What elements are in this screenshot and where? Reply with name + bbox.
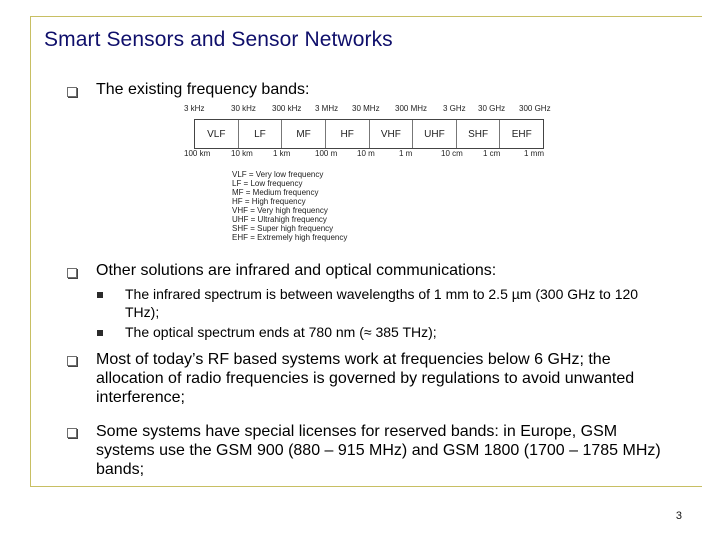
wavelength-label: 1 m <box>399 149 413 158</box>
frequency-label: 30 GHz <box>478 104 506 113</box>
bullet-text-1: The existing frequency bands: <box>96 81 310 98</box>
band-ehf: EHF <box>511 128 532 140</box>
frequency-label: 3 GHz <box>443 104 466 113</box>
frequency-label: 300 MHz <box>395 104 428 113</box>
frequency-label: 3 MHz <box>315 104 339 113</box>
legend-item: MF = Medium frequency <box>232 188 319 197</box>
band-vhf: VHF <box>370 120 414 148</box>
frequency-label: 3 kHz <box>184 104 205 113</box>
sub-bullet-text-2: The optical spectrum ends at 780 nm (≈ 385 THz); <box>125 324 437 340</box>
legend-item: UHF = Ultrahigh frequency <box>232 215 327 224</box>
wavelength-label: 100 m <box>315 149 338 158</box>
frequency-band-bar <box>194 119 544 149</box>
band-lf: LF <box>239 120 283 148</box>
bullet-marker <box>67 87 77 97</box>
wavelength-label: 100 km <box>184 149 211 158</box>
band-shf: SHF <box>457 120 501 148</box>
frequency-label: 300 GHz <box>519 104 551 113</box>
wavelength-label: 1 mm <box>524 149 544 158</box>
frame-top-line <box>30 16 702 17</box>
wavelength-label: 1 km <box>273 149 291 158</box>
legend-item: EHF = Extremely high frequency <box>232 233 348 242</box>
band-mf: MF <box>282 120 326 148</box>
legend-item: HF = High frequency <box>232 197 306 206</box>
sub-bullet-marker <box>97 330 103 336</box>
slide-title: Smart Sensors and Sensor Networks <box>44 28 393 51</box>
frequency-label: 30 MHz <box>352 104 380 113</box>
band-hf: HF <box>326 120 370 148</box>
band-uhf: UHF <box>413 120 457 148</box>
frame-left-line <box>30 16 31 486</box>
sub-bullet-marker <box>97 292 103 298</box>
page-number: 3 <box>675 510 682 522</box>
frequency-spectrum-diagram <box>184 104 552 248</box>
legend-item: LF = Low frequency <box>232 179 303 188</box>
legend-item: VHF = Very high frequency <box>232 206 328 215</box>
bullet-text-3: Most of today’s RF based systems work at frequencies below 6 GHz; the allocation of radio frequencies is governed by regulations to avoid unwanted interference; <box>96 351 635 406</box>
bullet-marker <box>67 356 77 366</box>
bullet-marker <box>67 428 77 438</box>
wavelength-label: 1 cm <box>483 149 501 158</box>
sub-bullet-text-1: The infrared spectrum is between wavelengths of 1 mm to 2.5 µm (300 GHz to 120 THz); <box>125 286 639 320</box>
bullet-text-4: Some systems have special licenses for reserved bands: in Europe, GSM systems use the GSM 900 (880 – 915 MHz) and GSM 1800 (1700 – 1785 MHz) bands; <box>96 423 661 478</box>
band-vlf: VLF <box>195 120 239 148</box>
bullet-marker <box>67 268 77 278</box>
legend-item: SHF = Super high frequency <box>232 224 334 233</box>
wavelength-label: 10 cm <box>441 149 463 158</box>
frame-bottom-line <box>30 486 702 487</box>
bullet-text-2: Other solutions are infrared and optical communications: <box>96 262 497 279</box>
legend-item: VLF = Very low frequency <box>232 170 324 179</box>
wavelength-label: 10 km <box>231 149 253 158</box>
frequency-label: 30 kHz <box>231 104 256 113</box>
frequency-label: 300 kHz <box>272 104 302 113</box>
wavelength-label: 10 m <box>357 149 375 158</box>
